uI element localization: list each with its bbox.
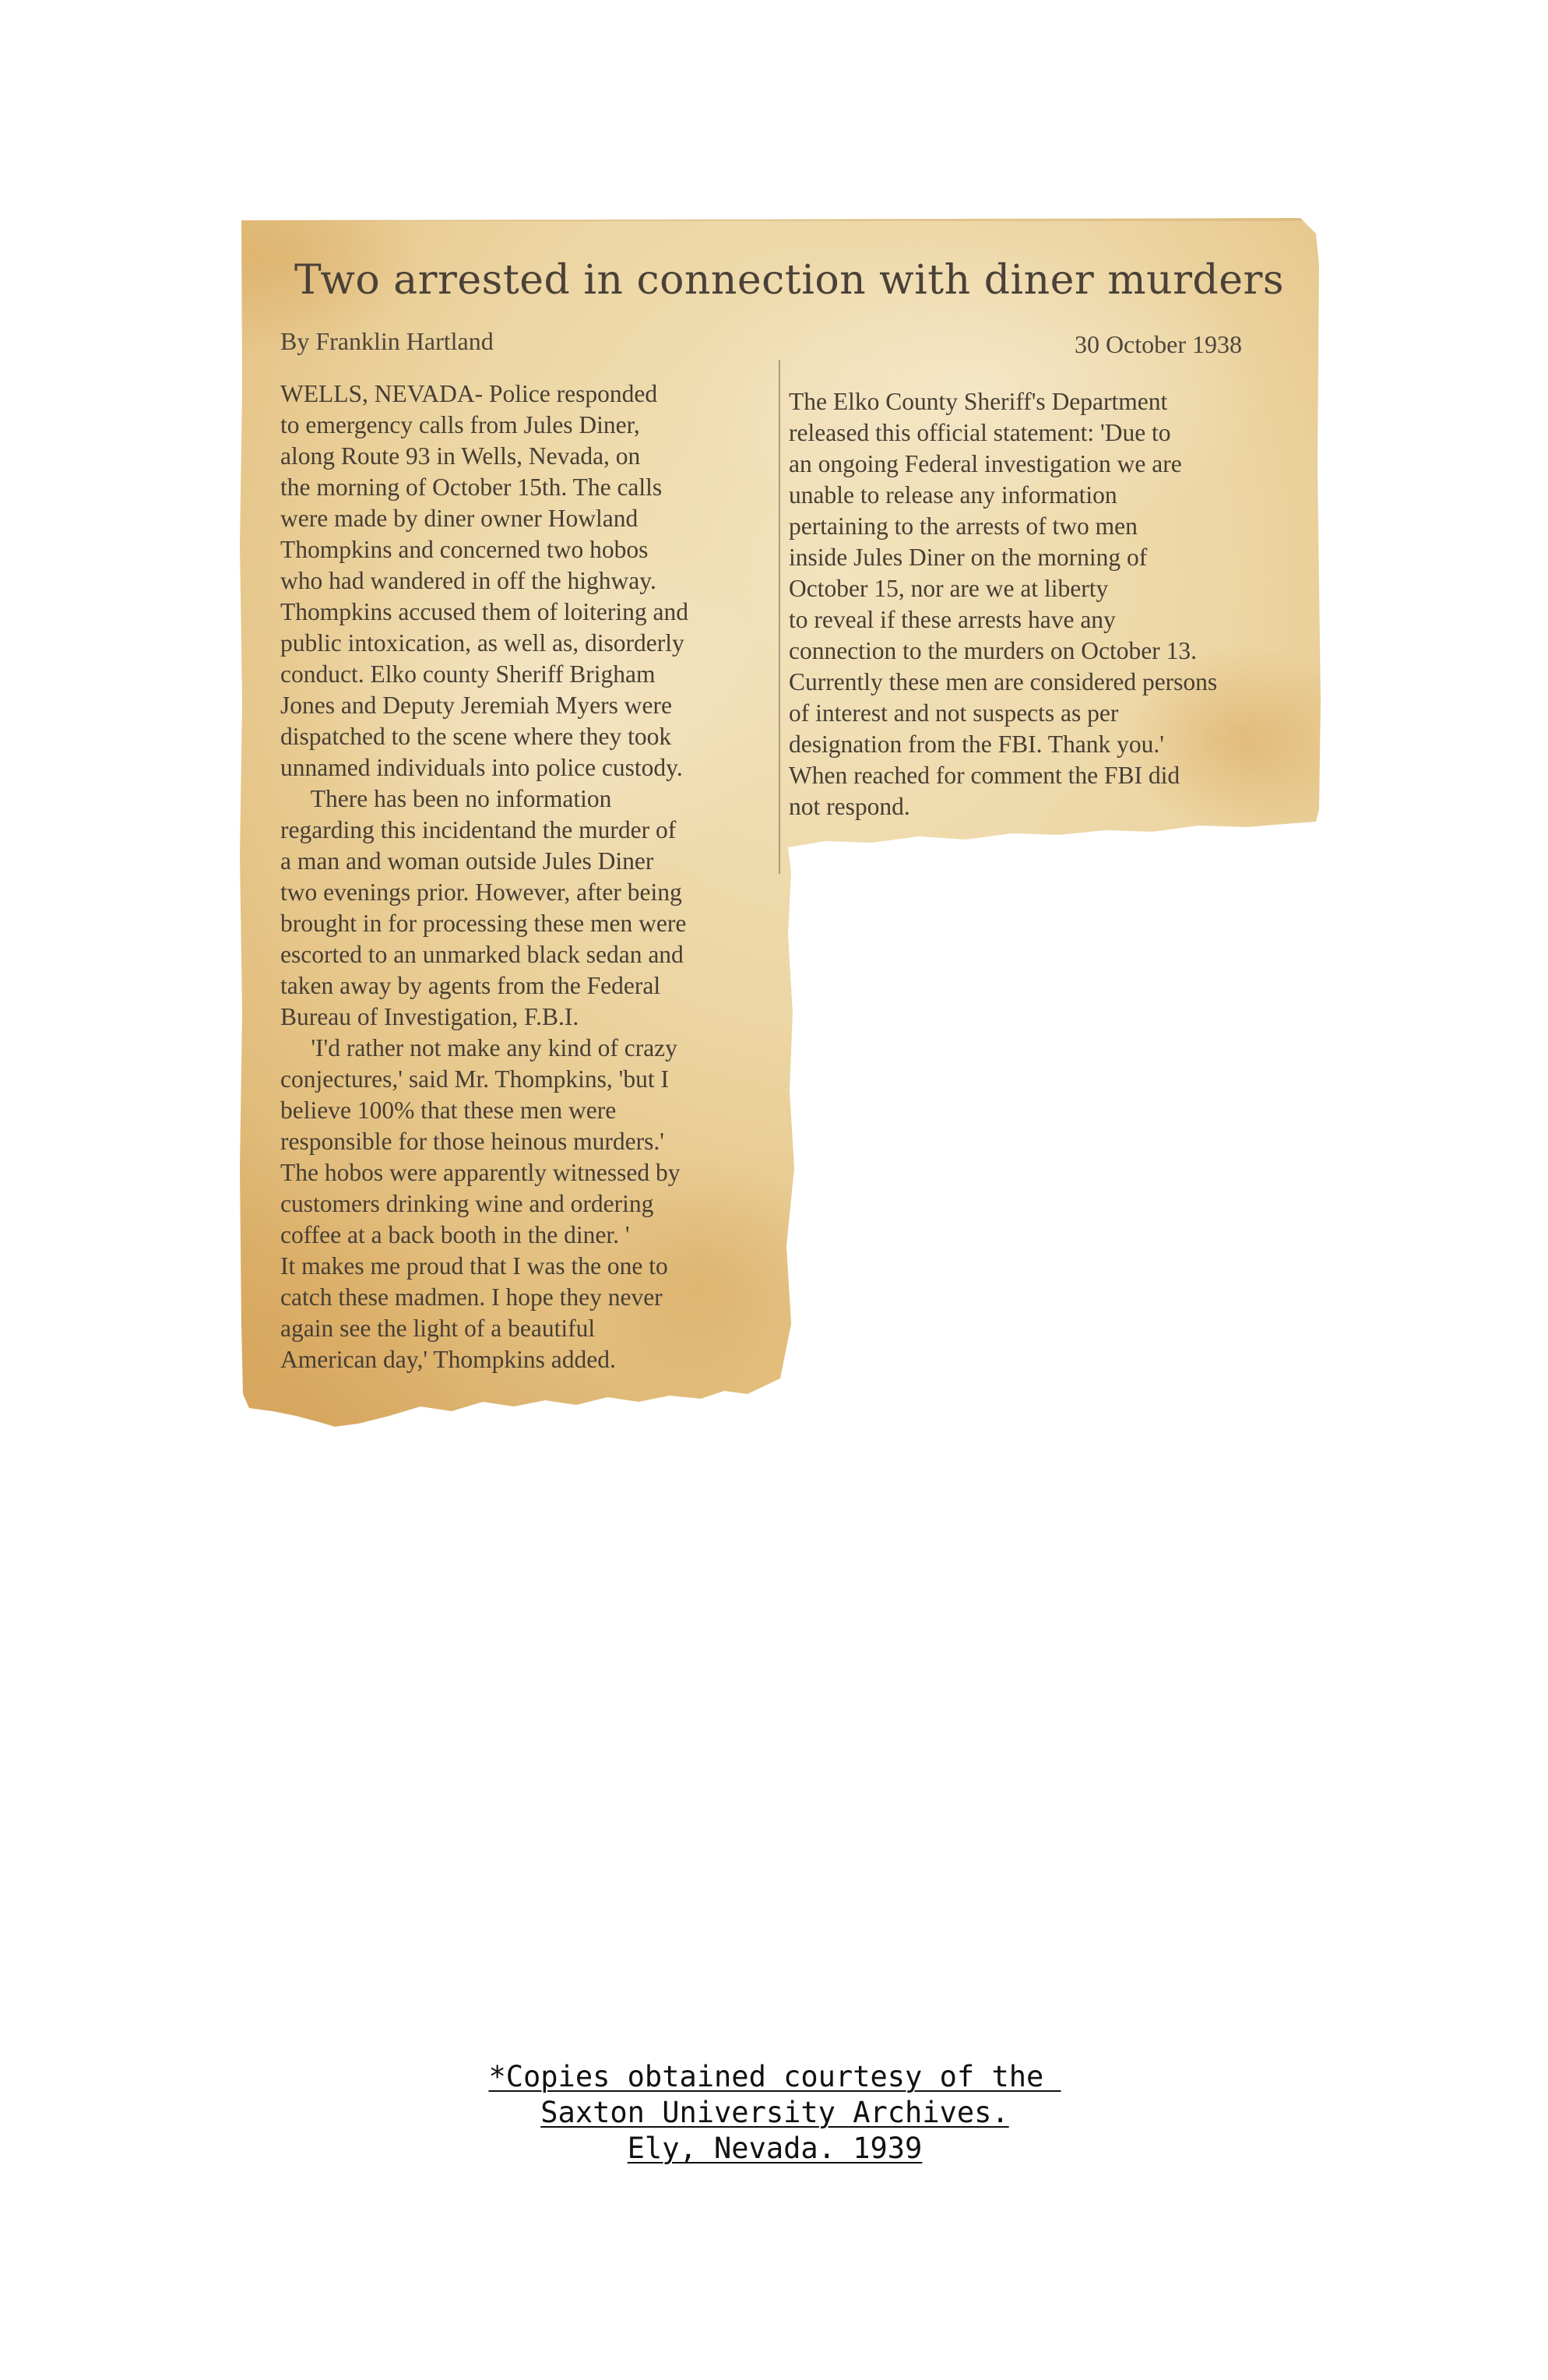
article-line: designation from the FBI. Thank you.' [789, 731, 1164, 758]
article-line: believe 100% that these men were [280, 1097, 617, 1124]
article-line: regarding this incidentand the murder of [280, 816, 677, 843]
article-line: escorted to an unmarked black sedan and [280, 941, 684, 968]
article-line: dispatched to the scene where they took [280, 723, 672, 750]
article-line: public intoxication, as well as, disorderly [280, 629, 684, 657]
article-line: customers drinking wine and ordering [280, 1190, 654, 1217]
article-line: responsible for those heinous murders.' [280, 1128, 664, 1155]
article-line: conjectures,' said Mr. Thompkins, 'but I [280, 1065, 669, 1093]
footnote-line-1: *Copies obtained courtesy of the [488, 2060, 1061, 2093]
article-line: a man and woman outside Jules Diner [280, 847, 654, 875]
article-line: The hobos were apparently witnessed by [280, 1159, 681, 1186]
article-line: inside Jules Diner on the morning of [789, 544, 1148, 571]
article-right-column [789, 386, 1295, 822]
article-line: Thompkins and concerned two hobos [280, 536, 649, 563]
footnote-line-3: Ely, Nevada. 1939 [627, 2132, 923, 2165]
article-line: Bureau of Investigation, F.B.I. [280, 1003, 579, 1030]
archive-footnote [436, 2059, 1114, 2167]
article-line: taken away by agents from the Federal [280, 972, 661, 999]
article-line: catch these madmen. I hope they never [280, 1283, 663, 1311]
article-line: who had wandered in off the highway. [280, 567, 656, 594]
article-headline: Two arrested in connection with diner murders [294, 257, 1285, 304]
article-line: unable to release any information [789, 481, 1117, 509]
article-line: The Elko County Sheriff's Department [789, 388, 1168, 415]
article-line: October 15, nor are we at liberty [789, 575, 1109, 602]
article-line: an ongoing Federal investigation we are [789, 450, 1182, 477]
column-divider [779, 360, 780, 874]
article-line: WELLS, NEVADA- Police responded [280, 380, 658, 407]
article-date: 30 October 1938 [1074, 330, 1242, 358]
article-line: again see the light of a beautiful [280, 1315, 596, 1342]
footnote-line-2: Saxton University Archives. [540, 2096, 1009, 2129]
article-line: released this official statement: 'Due to [789, 419, 1171, 446]
article-line: American day,' Thompkins added. [280, 1346, 616, 1373]
article-line: When reached for comment the FBI did [789, 762, 1180, 789]
article-line: It makes me proud that I was the one to [280, 1252, 668, 1280]
article-line: unnamed individuals into police custody. [280, 754, 683, 781]
article-line: the morning of October 15th. The calls [280, 474, 663, 501]
article-line: of interest and not suspects as per [789, 699, 1119, 727]
article-left-column [280, 378, 771, 1375]
article-line: pertaining to the arrests of two men [789, 512, 1138, 540]
article-line: were made by diner owner Howland [280, 505, 639, 532]
article-line: conduct. Elko county Sheriff Brigham [280, 660, 656, 688]
article-line: connection to the murders on October 13. [789, 637, 1197, 664]
article-line: to emergency calls from Jules Diner, [280, 411, 640, 438]
article-line: Thompkins accused them of loitering and [280, 598, 688, 625]
article-line: along Route 93 in Wells, Nevada, on [280, 442, 641, 470]
article-line: There has been no information [280, 785, 612, 812]
article-line: brought in for processing these men were [280, 910, 687, 937]
article-line: two evenings prior. However, after being [280, 878, 682, 906]
article-line: Currently these men are considered persons [789, 668, 1218, 695]
article-line: 'I'd rather not make any kind of crazy [280, 1034, 677, 1061]
article-byline: By Franklin Hartland [280, 327, 494, 355]
article-line: coffee at a back booth in the diner. ' [280, 1221, 630, 1248]
article-line: not respond. [789, 793, 910, 820]
article-line: to reveal if these arrests have any [789, 606, 1116, 633]
article-line: Jones and Deputy Jeremiah Myers were [280, 692, 672, 719]
